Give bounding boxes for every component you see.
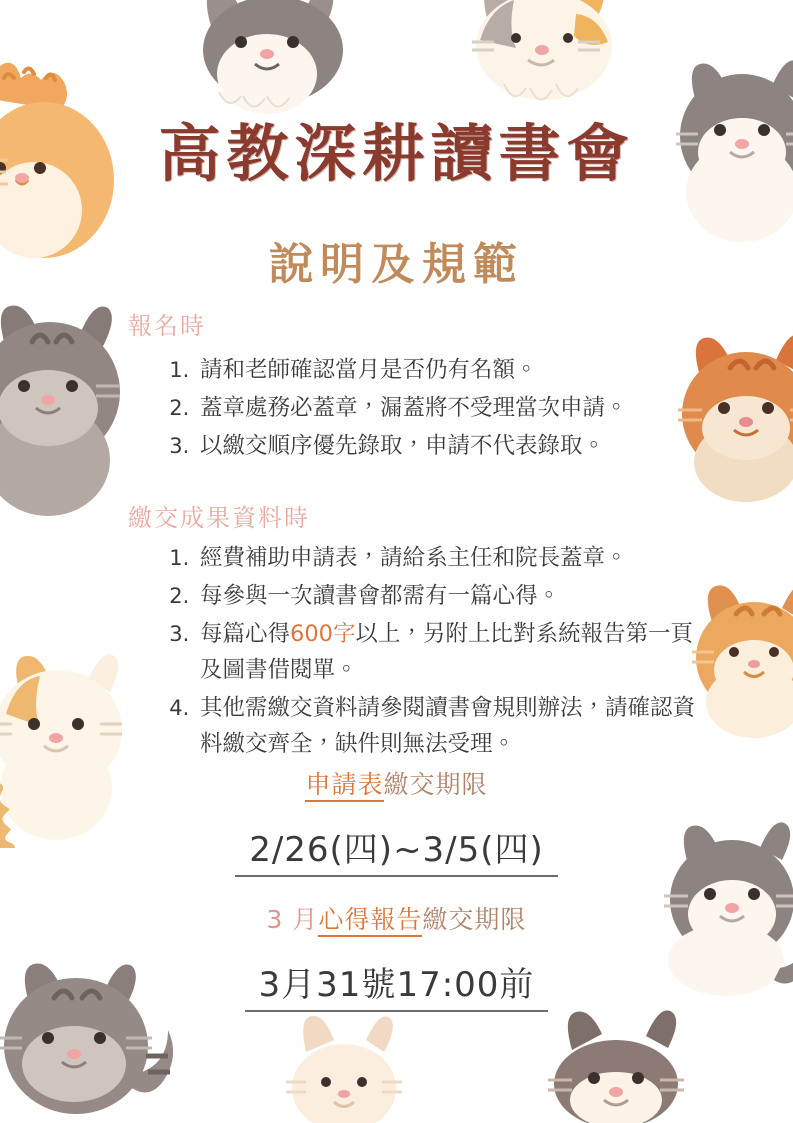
list-item: 2. 每參與一次讀書會都需有一篇心得。	[196, 578, 696, 614]
deadline-date-text: 2/26(四)~3/5(四)	[235, 822, 558, 877]
registration-rule-list	[168, 352, 716, 466]
page-subtitle: 說明及規範	[269, 239, 524, 290]
deadline-value-report	[0, 957, 793, 1012]
item-text-before: 每篇心得	[200, 621, 291, 647]
section-heading-submission: 繳交成果資料時	[128, 504, 310, 532]
list-item: 3. 以繳交順序優先錄取，申請不代表錄取。	[196, 428, 716, 464]
deadline-month-prefix: 3 月	[266, 905, 319, 934]
list-item: 1. 請和老師確認當月是否仍有名額。	[196, 352, 716, 388]
section-heading-registration: 報名時	[128, 312, 206, 340]
item-text-after: 以上，另附上比對系統報告第一頁及圖書借閱單。	[200, 621, 693, 683]
list-item: 1. 經費補助申請表，請給系主任和院長蓋章。	[196, 540, 696, 576]
list-item-with-highlight	[196, 616, 696, 688]
list-item: 2. 蓋章處務必蓋章，漏蓋將不受理當次申請。	[196, 390, 716, 426]
deadline-label-accent: 心得報告	[318, 905, 422, 937]
deadline-label-report	[0, 900, 793, 936]
submission-rule-list	[168, 540, 696, 764]
deadline-label-application	[0, 765, 793, 801]
deadline-value-application	[0, 822, 793, 877]
deadline-date-text: 3月31號17:00前	[245, 957, 549, 1012]
deadline-label-accent: 申請表	[305, 770, 383, 802]
list-item: 4. 其他需繳交資料請參閱讀書會規則辦法，請確認資料繳交齊全，缺件則無法受理。	[196, 690, 696, 762]
word-count-highlight: 600字	[290, 621, 356, 647]
page-title: 高教深耕讀書會	[158, 117, 635, 190]
deadline-label-rest: 繳交期限	[422, 905, 527, 934]
deadline-label-rest: 繳交期限	[383, 770, 488, 799]
